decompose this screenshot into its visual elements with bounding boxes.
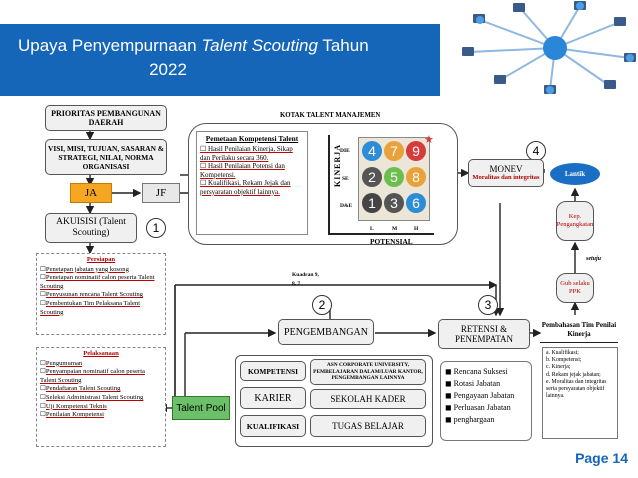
retensi-item: ◼ Perluasan Jabatan xyxy=(445,403,511,412)
karier-box: KARIER xyxy=(240,387,306,409)
row-label: D&E xyxy=(340,203,353,209)
retensi-box: RETENSI & PENEMPATAN xyxy=(438,319,530,349)
kinerja-axis xyxy=(328,135,330,235)
grid-cell: 9 xyxy=(406,141,426,161)
grid-cell: 4 xyxy=(362,141,382,161)
page-number: Page 14 xyxy=(575,450,628,466)
persiapan-list xyxy=(36,253,166,335)
penilai-list xyxy=(542,347,618,439)
pelaksanaan-item: ☐Uji Kompetensi Teknis xyxy=(40,402,107,410)
star-icon: ★ xyxy=(424,134,434,146)
grid-cell: 3 xyxy=(384,193,404,213)
pengembangan-box: PENGEMBANGAN xyxy=(278,319,374,345)
sekolah-box: SEKOLAH KADER xyxy=(310,389,426,409)
kualifikasi-box: KUALIFIKASI xyxy=(240,415,306,437)
pemetaan-item: ☐ Hasil Penilaian Kinerja, Sikap dan Perilaku secara 360. xyxy=(200,145,293,162)
network-graphic xyxy=(440,0,638,96)
header xyxy=(0,0,638,96)
talent-pool-box: Talent Pool xyxy=(172,396,230,420)
step-number-1: 1 xyxy=(146,218,166,238)
col-label: M xyxy=(392,226,398,232)
pembahasan-box: Pembahasan Tim Penilai Kinerja xyxy=(540,317,618,343)
penilai-item: c. Kinerja; xyxy=(546,364,571,371)
pemetaan-item: ☐ Hasil Penilaian Potensi dan Kompetensi. xyxy=(200,162,285,179)
akuisisi-box: AKUISISI (Talent Scouting) xyxy=(45,213,137,243)
col-label: L xyxy=(370,226,374,232)
ja-box: JA xyxy=(70,183,112,203)
retensi-list xyxy=(440,361,532,441)
row-label: SE xyxy=(342,176,349,182)
persiapan-item: ☐Penetapan jabatan yang kosong xyxy=(40,265,129,273)
pemetaan-box xyxy=(196,131,308,235)
col-label: H xyxy=(414,226,419,232)
asn-box: ASN CORPORATE UNIVERSITY, PEMBELAJARAN DALAM/LUAR KANTOR, PENGEMBANGAN LAINNYA xyxy=(310,359,426,385)
kuadran-label: Kuadran 9, 8, 7 xyxy=(292,272,319,287)
retensi-item: ◼ Pengayaan Jabatan xyxy=(445,391,515,400)
pelaksanaan-list xyxy=(36,347,166,447)
pelaksanaan-item: ☐Pendaftaran Talent Scouting xyxy=(40,385,121,393)
setuju-label: setuju xyxy=(586,256,602,262)
jf-box: JF xyxy=(142,183,180,203)
monev-box: MONEV Moralitas dan integritas xyxy=(468,159,544,187)
prioritas-box: PRIORITAS PEMBANGUNAN DAERAH xyxy=(45,105,167,131)
potensial-axis-label: POTENSIAL xyxy=(370,237,413,246)
grid-cell: 5 xyxy=(384,167,404,187)
tugas-box: TUGAS BELAJAR xyxy=(310,415,426,437)
row-label: DIE xyxy=(340,148,350,154)
pelaksanaan-item: ☐Penyampaian nominatif calon peserta Talent Scouting xyxy=(40,368,145,384)
penilai-item: b. Kompetensi; xyxy=(546,357,582,364)
penilai-item: e. Moralitas dan integritas serta persyaratan objektif lainnya. xyxy=(546,378,607,400)
talent-management-diagram xyxy=(30,103,626,451)
persiapan-item: ☐Penetapan nominatif calon peserta Talent Scouting xyxy=(40,274,155,290)
grid-cell: 6 xyxy=(406,193,426,213)
persiapan-item: ☐Pembentukan Tim Pelaksana Talent Scouting xyxy=(40,299,141,316)
grid-cell: 1 xyxy=(362,193,382,213)
grid-cell: 8 xyxy=(406,167,426,187)
slide-title: Upaya Penyempurnaan Talent Scouting Tahun 2022 xyxy=(18,36,369,79)
kinerja-axis-label: KINERJA xyxy=(333,143,343,188)
pelaksanaan-item: ☐Pengumuman xyxy=(40,359,83,367)
retensi-item: ◼ Rotasi Jabatan xyxy=(445,379,501,388)
grid-cell: 2 xyxy=(362,167,382,187)
step-number-3: 3 xyxy=(478,295,498,315)
pemetaan-item: ☐ Kualifikasi, Rekam Jejak dan persyaratan objektif lainnya. xyxy=(200,179,291,196)
retensi-item: ◼ Rencana Suksesi xyxy=(445,367,508,376)
persiapan-title: Persiapan xyxy=(86,256,116,263)
persiapan-item: ☐Penyusunan rencana Talent Scouting xyxy=(40,291,143,299)
pelaksanaan-item: ☐Penilaian Kompetensi xyxy=(40,411,104,419)
penilai-item: d. Rekam jejak jabatan; xyxy=(546,371,601,378)
kotak-title: KOTAK TALENT MANAJEMEN xyxy=(280,112,381,119)
penilai-item: a. Kualifikasi; xyxy=(546,350,579,356)
lantik-box: Lantik xyxy=(550,163,600,185)
retensi-item: ◼ penghargaan xyxy=(445,415,495,424)
grid-cell: 7 xyxy=(384,141,404,161)
pelaksanaan-item: ☐Seleksi Administrasi Talent Scouting xyxy=(40,393,144,401)
step-number-2: 2 xyxy=(312,295,332,315)
kompetensi-box: KOMPETENSI xyxy=(240,361,306,381)
pemetaan-title: Pemetaan Kompetensi Talent xyxy=(205,134,299,143)
pelaksanaan-title: Pelaksanaan xyxy=(83,350,119,357)
gub-box: Gub selaku PPK xyxy=(556,273,594,303)
step-number-4: 4 xyxy=(526,141,546,161)
kep-box: Kep. Pengangkatan xyxy=(556,201,594,241)
visi-box: VISI, MISI, TUJUAN, SASARAN & STRATEGI, NILAI, NORMA ORGANISASI xyxy=(45,139,167,175)
